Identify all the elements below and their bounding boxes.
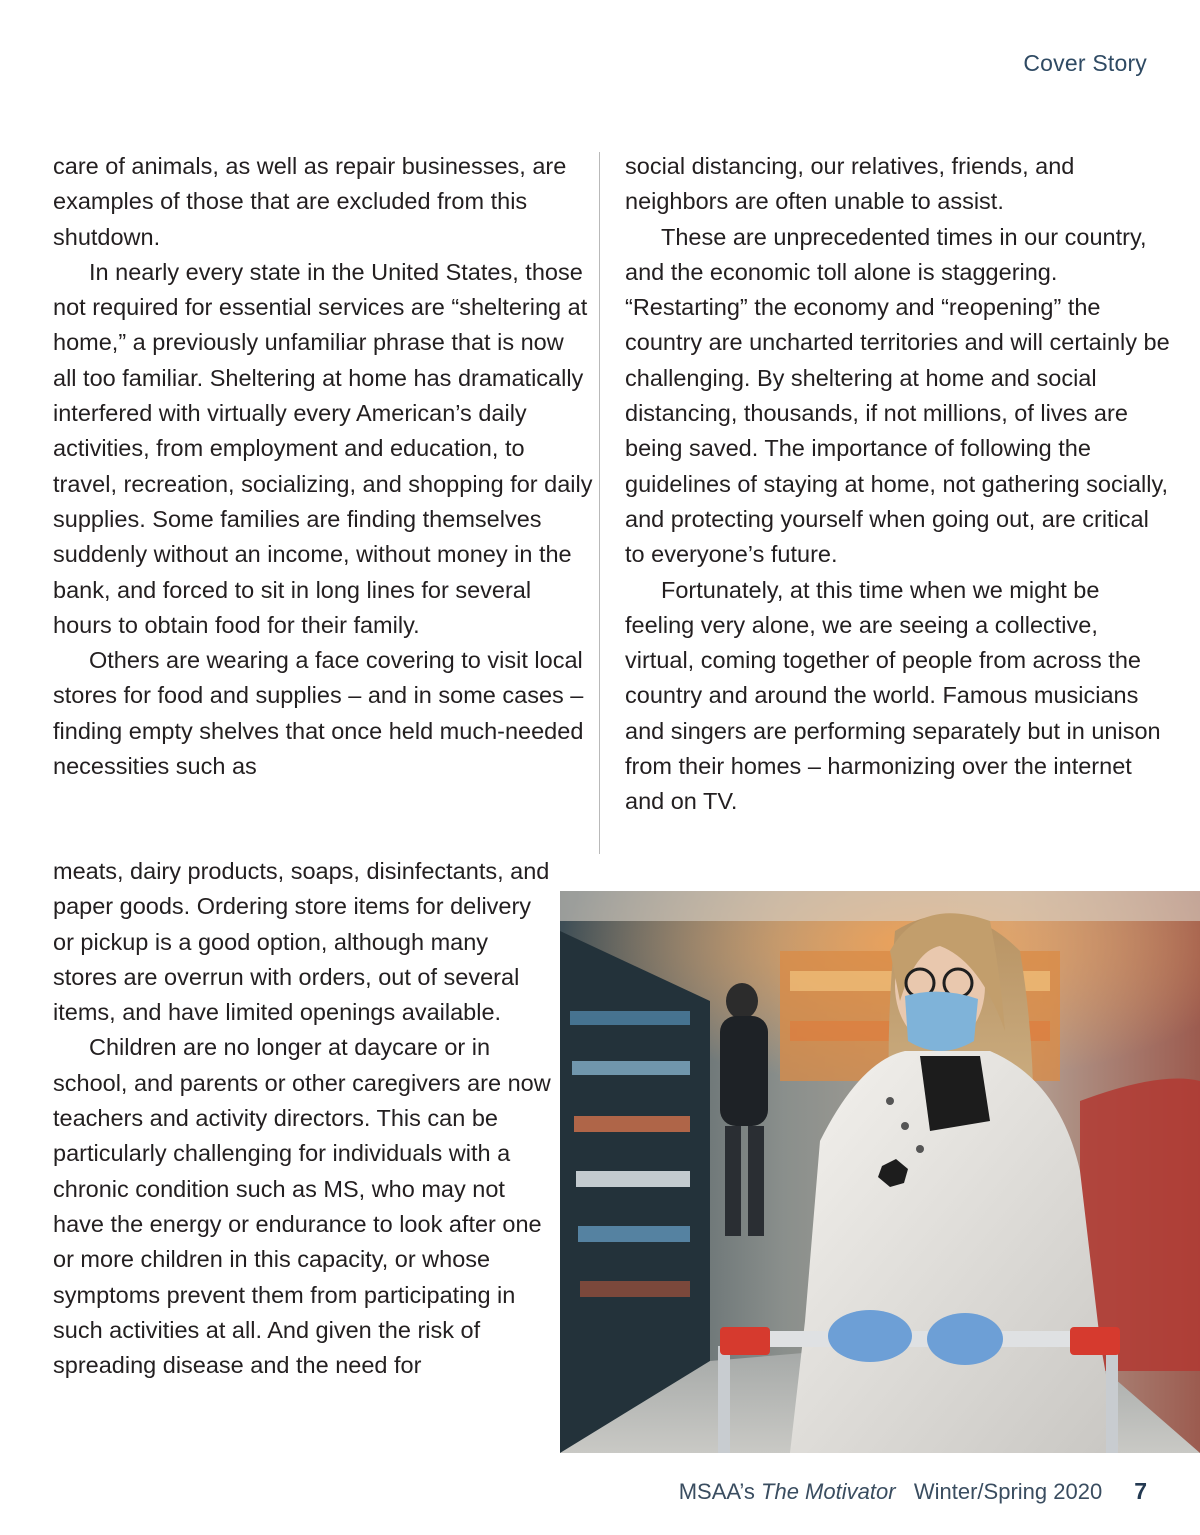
column-divider: [599, 152, 600, 854]
left-column: [53, 149, 593, 784]
left-column-continued: [53, 854, 553, 1383]
footer-publication: The Motivator: [761, 1479, 896, 1504]
shopper-photo: [560, 891, 1200, 1453]
paragraph: meats, dairy products, soaps, disinfectants, and paper goods. Ordering store items for delivery or pickup is a good option, although many stores are overrun with orders, out of several items, and have limited openings available.: [53, 858, 550, 1026]
right-column: [625, 149, 1170, 820]
paragraph: Children are no longer at daycare or in school, and parents or other caregivers are now teachers and activity directors. This can be particularly challenging for individuals with a chronic condition such as MS, who may not have the energy or endurance to look after one or more children in this capacity, or whose symptoms prevent them from participating in such activities at all. And given the risk of spreading disease and the need for: [53, 1034, 551, 1379]
paragraph: These are unprecedented times in our country, and the economic toll alone is staggering. “Restarting” the economy and “reopening” the country are uncharted territories and will certainly be challenging. By sheltering at home and social distancing, thousands, if not millions, of lives are being saved. The importance of following the guidelines of staying at home, not gathering socially, and protecting yourself when going out, are critical to everyone’s future.: [625, 223, 1170, 568]
paragraph: Fortunately, at this time when we might be feeling very alone, we are seeing a collective, virtual, coming together of people from across the country and around the world. Famous musicians and singers are performing separately but in unison from their homes – harmonizing over the internet and on TV.: [625, 576, 1161, 815]
paragraph: In nearly every state in the United States, those not required for essential services are “sheltering at home,” a previously unfamiliar phrase that is now all too familiar. Sheltering at home has dramatically interfered with virtually every American’s daily activities, from employment and education, to travel, recreation, socializing, and shopping for daily supplies. Some families are finding themselves suddenly without an income, without money in the bank, and forced to sit in long lines for several hours to obtain food for their family.: [53, 258, 593, 638]
footer-publisher: MSAA’s: [678, 1479, 755, 1504]
section-label: Cover Story: [1023, 50, 1147, 76]
paragraph: Others are wearing a face covering to visit local stores for food and supplies – and in some cases – finding empty shelves that once held much-needed necessities such as: [53, 647, 584, 780]
page-number: 7: [1134, 1478, 1147, 1504]
footer-issue: Winter/Spring 2020: [913, 1479, 1103, 1504]
page-footer: [679, 1478, 1147, 1505]
paragraph: social distancing, our relatives, friends, and neighbors are often unable to assist.: [625, 153, 1075, 215]
paragraph: care of animals, as well as repair businesses, are examples of those that are excluded from this shutdown.: [53, 153, 567, 250]
